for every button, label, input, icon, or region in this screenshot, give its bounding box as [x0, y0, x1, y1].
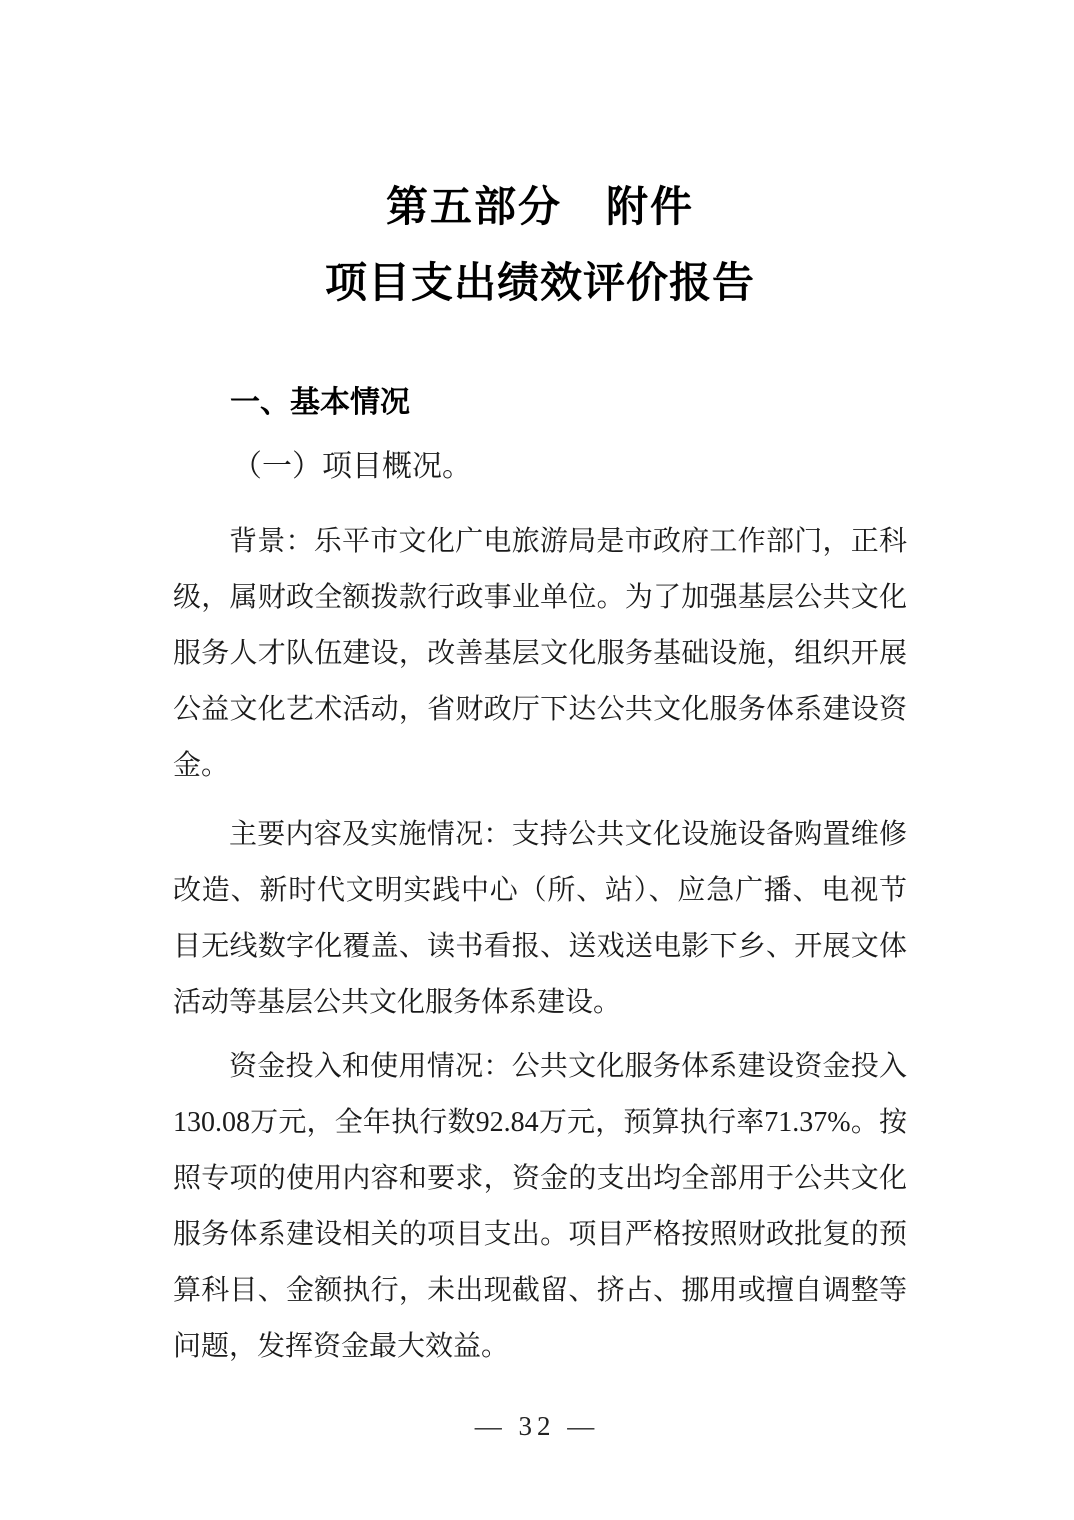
paragraph-main-content: 主要内容及实施情况：支持公共文化设施设备购置维修改造、新时代文明实践中心（所、站）、应急广播、电视节目无线数字化覆盖、读书看报、送戏送电影下乡、开展文体活动等基层公共文化服务体系建设。 — [173, 819, 907, 1018]
part-title: 第五部分 附件 — [385, 183, 694, 230]
page-number: — 32 — — [474, 1411, 600, 1441]
section-heading-basic-info: 一、基本情况 — [230, 386, 410, 419]
subsection-heading-project-overview: （一）项目概况。 — [232, 450, 472, 483]
document-content — [173, 0, 907, 1375]
paragraph-funding-usage: 资金投入和使用情况：公共文化服务体系建设资金投入130.08万元，全年执行数92.84万元，预算执行率71.37%。按照专项的使用内容和要求，资金的支出均全部用于公共文化服务体系建设相关的项目支出。项目严格按照财政批复的预算科目、金额执行，未出现截留、挤占、挪用或擅自调整等问题，发挥资金最大效益。 — [173, 1051, 907, 1362]
paragraph-background: 背景：乐平市文化广电旅游局是市政府工作部门，正科级，属财政全额拨款行政事业单位。为了加强基层公共文化服务人才队伍建设，改善基层文化服务基础设施，组织开展公益文化艺术活动，省财政厅下达公共文化服务体系建设资金。 — [173, 526, 907, 781]
report-title: 项目支出绩效评价报告 — [324, 259, 755, 306]
